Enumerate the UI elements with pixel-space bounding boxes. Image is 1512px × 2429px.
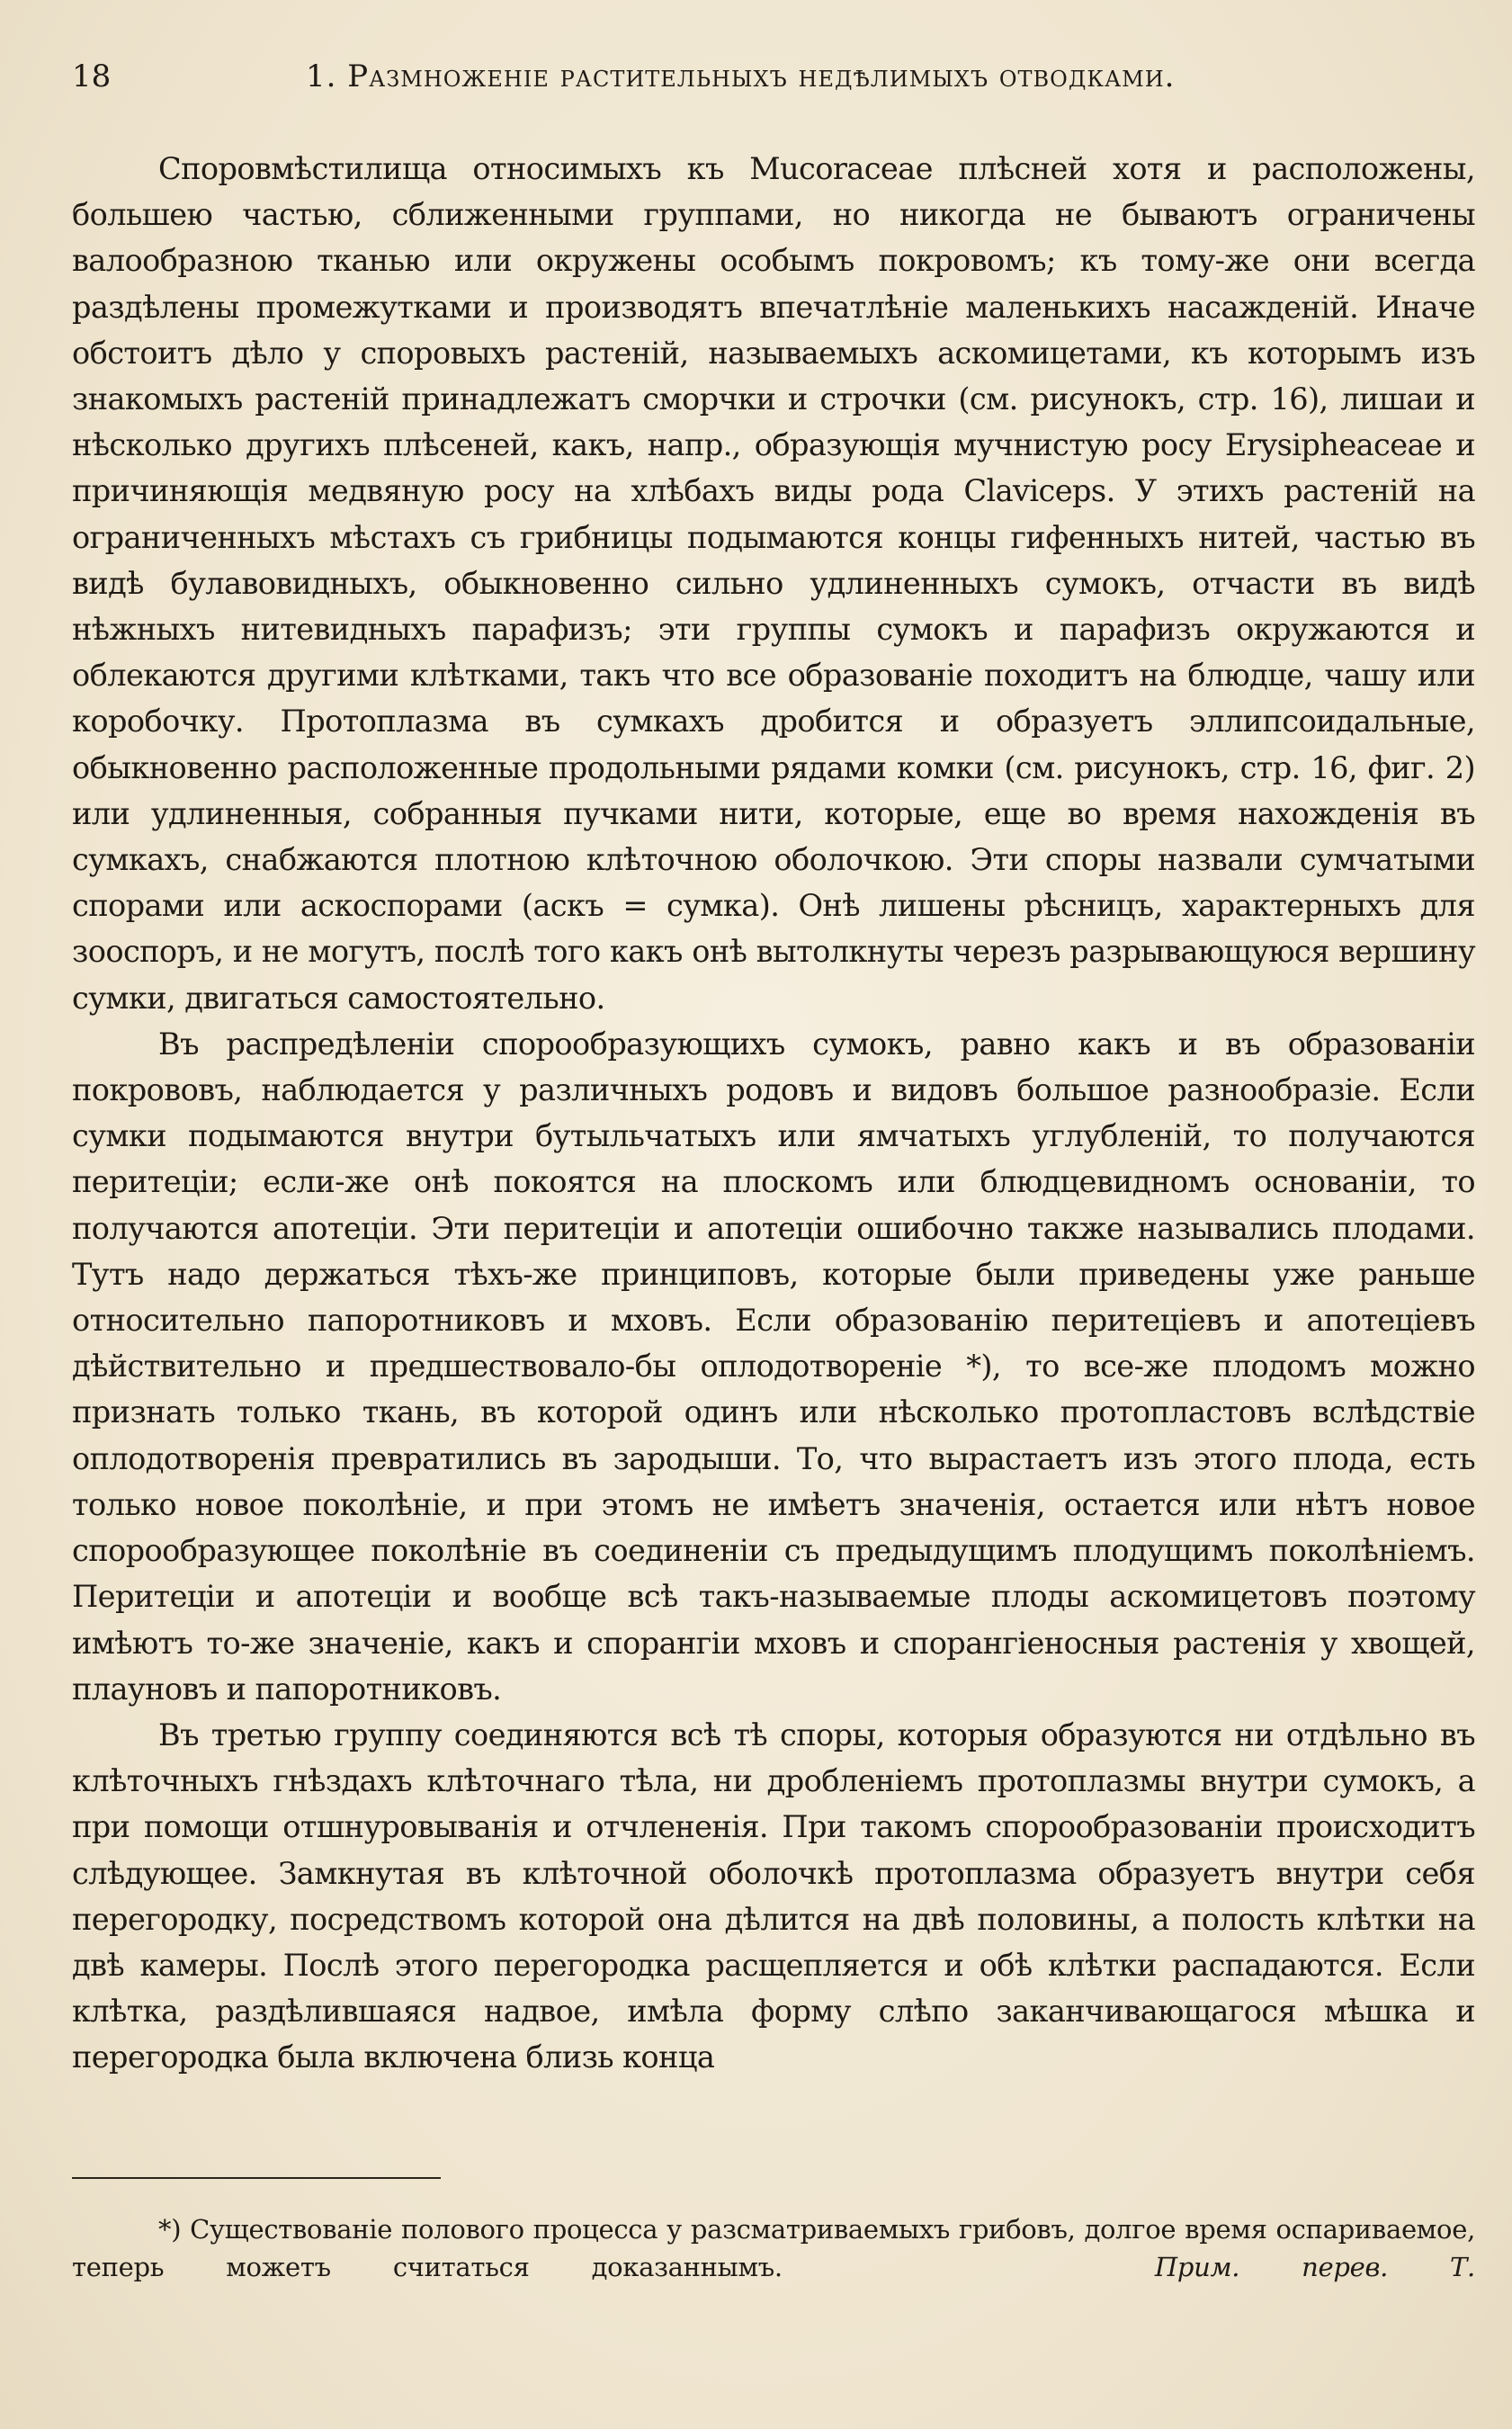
page-number: 18 [72,58,112,94]
footnote [72,2210,1475,2286]
body-text [72,146,1475,2081]
paragraph-2: Въ распредѣленіи спорообразующихъ сумокъ, равно какъ и въ образованіи покрововъ, наблюдается у различныхъ родовъ и видовъ большое разнообразіе. Если сумки подымаются внутри бутыльчатыхъ или ямчатыхъ углубленій, то получаются перитеціи; если-же онѣ покоятся на плоскомъ или блюдцевидномъ основаніи, то получаются апотеціи. Эти перитеціи и апотеціи ошибочно также назывались плодами. Тутъ надо держаться тѣхъ-же принциповъ, которые были приведены уже раньше относительно папоротниковъ и мховъ. Если образованію перитеціевъ и апотеціевъ дѣйствительно и предшествовало-бы оплодотвореніе *), то все-же плодомъ можно признать только ткань, въ которой одинъ или нѣсколько протопластовъ вслѣдствіе оплодотворенія превратились въ зародыши. То, что вырастаетъ изъ этого плода, есть только новое поколѣніе, и при этомъ не имѣетъ значенія, остается или нѣтъ новое спорообразующее поколѣніе въ соединеніи съ предыдущимъ плодущимъ поколѣніемъ. Перитеціи и апотеціи и вообще всѣ такъ-называемые плоды аскомицетовъ поэтому имѣютъ то-же значеніе, какъ и спорангіи мховъ и спорангіеносныя растенія у хвощей, плауновъ и папоротниковъ. [72,1026,1475,1707]
page-header [72,54,1475,108]
footnote-text: *) Существованіе полового процесса у разсматриваемыхъ грибовъ, долгое время оспариваемое, теперь можетъ считаться доказаннымъ. [72,2214,1475,2282]
footnote-divider [72,2177,441,2179]
paragraph-3: Въ третью группу соединяются всѣ тѣ споры, которыя образуются ни отдѣльно въ клѣточныхъ гнѣздахъ клѣточнаго тѣла, ни дробленіемъ протоплазмы внутри сумокъ, а при помощи отшнуровыванія и отчлененія. При такомъ спорообразованіи происходитъ слѣдующее. Замкнутая въ клѣточной оболочкѣ протоплазма образуетъ внутри себя перегородку, посредствомъ которой она дѣлится на двѣ половины, а полость клѣтки на двѣ камеры. Послѣ этого перегородка расщепляется и обѣ клѣтки распадаются. Если клѣтка, раздѣлившаяся надвое, имѣла форму слѣпо заканчивающагося мѣшка и перегородка была включена близь конца [72,1716,1475,2075]
translator-note: Прим. перев. Т. [1154,2252,1475,2282]
running-head: 1. Размноженіе растительныхъ недѣлимыхъ отводками. [306,58,1176,94]
footnote-paragraph [72,2210,1475,2286]
paragraph-1: Споровмѣстилища относимыхъ къ Mucoraceae плѣсней хотя и расположены, большею частью, сближенными группами, но никогда не бываютъ ограничены валообразною тканью или окружены особымъ покровомъ; къ тому-же они всегда раздѣлены промежутками и производятъ впечатлѣніе маленькихъ насажденій. Иначе обстоитъ дѣло у споровыхъ растеній, называемыхъ аскомицетами, къ которымъ изъ знакомыхъ растеній принадлежатъ сморчки и строчки (см. рисунокъ, стр. 16), лишаи и нѣсколько другихъ плѣсеней, какъ, напр., образующія мучнистую росу Erysipheaceae и причиняющія медвяную росу на хлѣбахъ виды рода Claviceps. У этихъ растеній на ограниченныхъ мѣстахъ съ грибницы подымаются концы гифенныхъ нитей, частью въ видѣ булавовидныхъ, обыкновенно сильно удлиненныхъ сумокъ, отчасти въ видѣ нѣжныхъ нитевидныхъ парафизъ; эти группы сумокъ и парафизъ окружаются и облекаются другими клѣтками, такъ что все образованіе походитъ на блюдце, чашу или коробочку. Протоплазма въ сумкахъ дробится и образуетъ эллипсоидальные, обыкновенно расположенные продольными рядами комки (см. рисунокъ, стр. 16, фиг. 2) или удлиненныя, собранныя пучками нити, которые, еще во время нахожденія въ сумкахъ, снабжаются плотною клѣточною оболочкою. Эти споры назвали сумчатыми спорами или аскоспорами (аскъ = сумка). Онѣ лишены рѣсницъ, характерныхъ для зооспоръ, и не могутъ, послѣ того какъ онѣ вытолкнуты черезъ разрывающуюся вершину сумки, двигаться самостоятельно. [72,151,1475,1016]
